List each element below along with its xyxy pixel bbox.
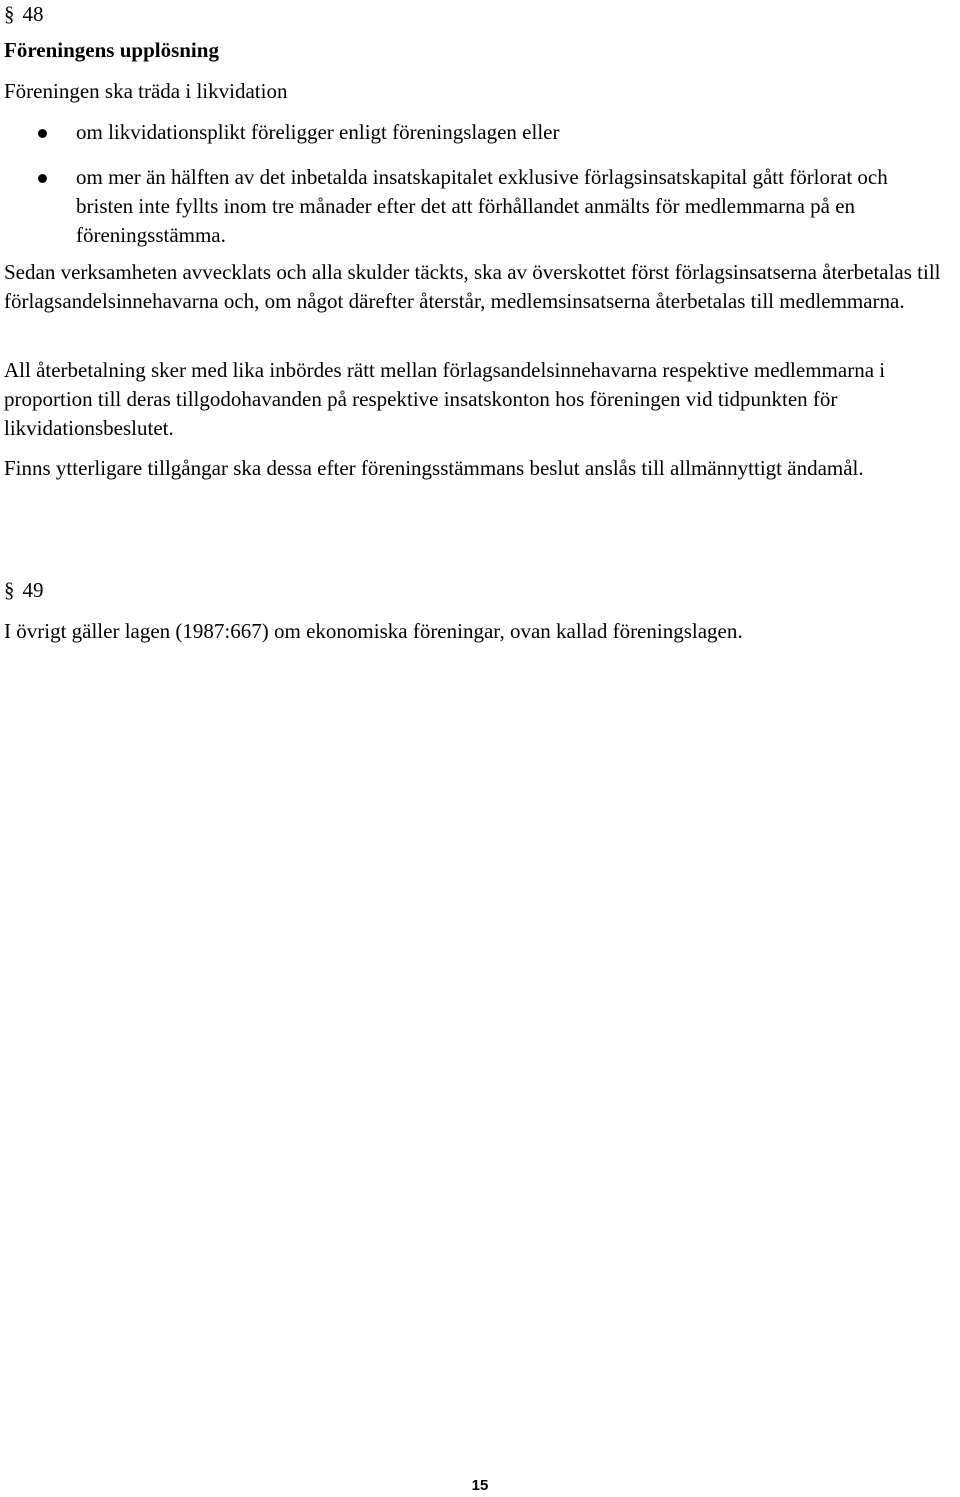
section-49-text: I övrigt gäller lagen (1987:667) om ekonomiska föreningar, ovan kallad föreningslagen.: [4, 619, 743, 643]
section-49-heading: [4, 576, 44, 605]
liquidation-conditions-list: [0, 118, 920, 147]
section-sign: §: [4, 2, 15, 26]
section-number: 48: [22, 2, 44, 26]
list-item: [0, 163, 920, 250]
section-number: 49: [22, 578, 44, 602]
section-sign: §: [4, 578, 15, 602]
bullet-icon: [38, 174, 47, 183]
section-48-intro: Föreningen ska träda i likvidation: [4, 79, 288, 103]
section-48-heading: [4, 0, 44, 29]
list-item-text: om mer än hälften av det inbetalda insatskapitalet exklusive förlagsinsatskapital gått förlorat och bristen inte fyllts inom tre månader efter det att förhållandet anmälts för medlemmarna på en föreningsstämma.: [76, 165, 888, 247]
list-item-text: om likvidationsplikt föreligger enligt föreningslagen eller: [76, 120, 560, 144]
list-item: [0, 118, 920, 147]
paragraph-repayment-rights: All återbetalning sker med lika inbördes rätt mellan förlagsandelsinnehavarna respektive medlemmarna i proportion till deras tillgodohavanden på respektive insatskonton hos föreningen vid tidpunkten för likvidationsbeslutet.: [4, 358, 886, 440]
bullet-icon: [38, 129, 47, 138]
section-48-title: Föreningens upplösning: [4, 38, 219, 62]
page-number: 15: [471, 1477, 489, 1494]
paragraph-remaining-assets: Finns ytterligare tillgångar ska dessa efter föreningsstämmans beslut anslås till allmännyttigt ändamål.: [4, 456, 864, 480]
liquidation-conditions-list-2: [0, 163, 920, 250]
paragraph-surplus-distribution: Sedan verksamheten avvecklats och alla skulder täckts, ska av överskottet först förlagsinsatserna återbetalas till förlagsandelsinnehavarna och, om något därefter återstår, medlemsinsatserna återbetalas till medlemmarna.: [4, 260, 941, 313]
